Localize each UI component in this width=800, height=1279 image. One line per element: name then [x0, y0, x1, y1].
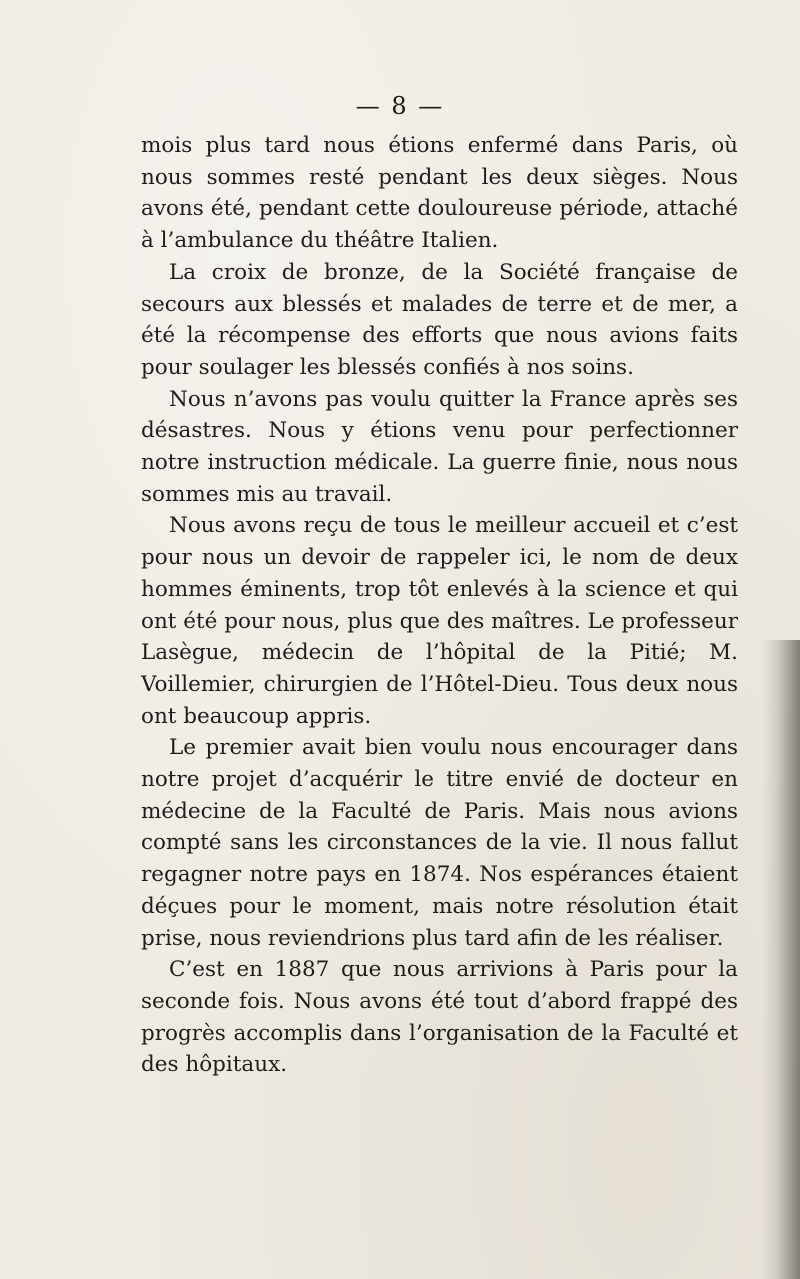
paragraph-3: Nous n’avons pas voulu quitter la France après ses désastres. Nous y étions venu pour perfectionner notre instruction médicale. La guerre finie, nous nous sommes mis au travail.: [141, 386, 738, 507]
page-number: — 8 —: [355, 92, 445, 120]
body-text: [141, 130, 738, 1081]
binding-shadow: [762, 640, 800, 1279]
paragraph-4: Nous avons reçu de tous le meilleur accueil et c’est pour nous un devoir de rappeler ici, le nom de deux hommes éminents, trop tôt enlevés à la science et qui ont été pour nous, plus que des maîtres. Le professeur Lasègue, médecin de l’hôpital de la Pitié; M. Voillemier, chirurgien de l’Hôtel-Dieu. Tous deux nous ont beaucoup appris.: [141, 513, 738, 729]
paragraph-2: La croix de bronze, de la Société française de secours aux blessés et malades de terre et de mer, a été la récompense des efforts que nous avions faits pour soulager les blessés confiés à nos soins.: [141, 259, 738, 380]
paragraph-5: Le premier avait bien voulu nous encourager dans notre projet d’acquérir le titre envié de docteur en médecine de la Faculté de Paris. Mais nous avions compté sans les circonstances de la vie. Il nous fallut regagner notre pays en 1874. Nos espérances étaient déçues pour le moment, mais notre résolution était prise, nous reviendrions plus tard afin de les réaliser.: [141, 735, 738, 951]
paragraph-1: mois plus tard nous étions enfermé dans Paris, où nous sommes resté pendant les deux sièges. Nous avons été, pendant cette douloureuse période, attaché à l’ambulance du théâtre Italien.: [141, 133, 738, 254]
paragraph-6: C’est en 1887 que nous arrivions à Paris pour la seconde fois. Nous avons été tout d’abord frappé des progrès accomplis dans l’organisation de la Faculté et des hôpitaux.: [141, 957, 738, 1078]
